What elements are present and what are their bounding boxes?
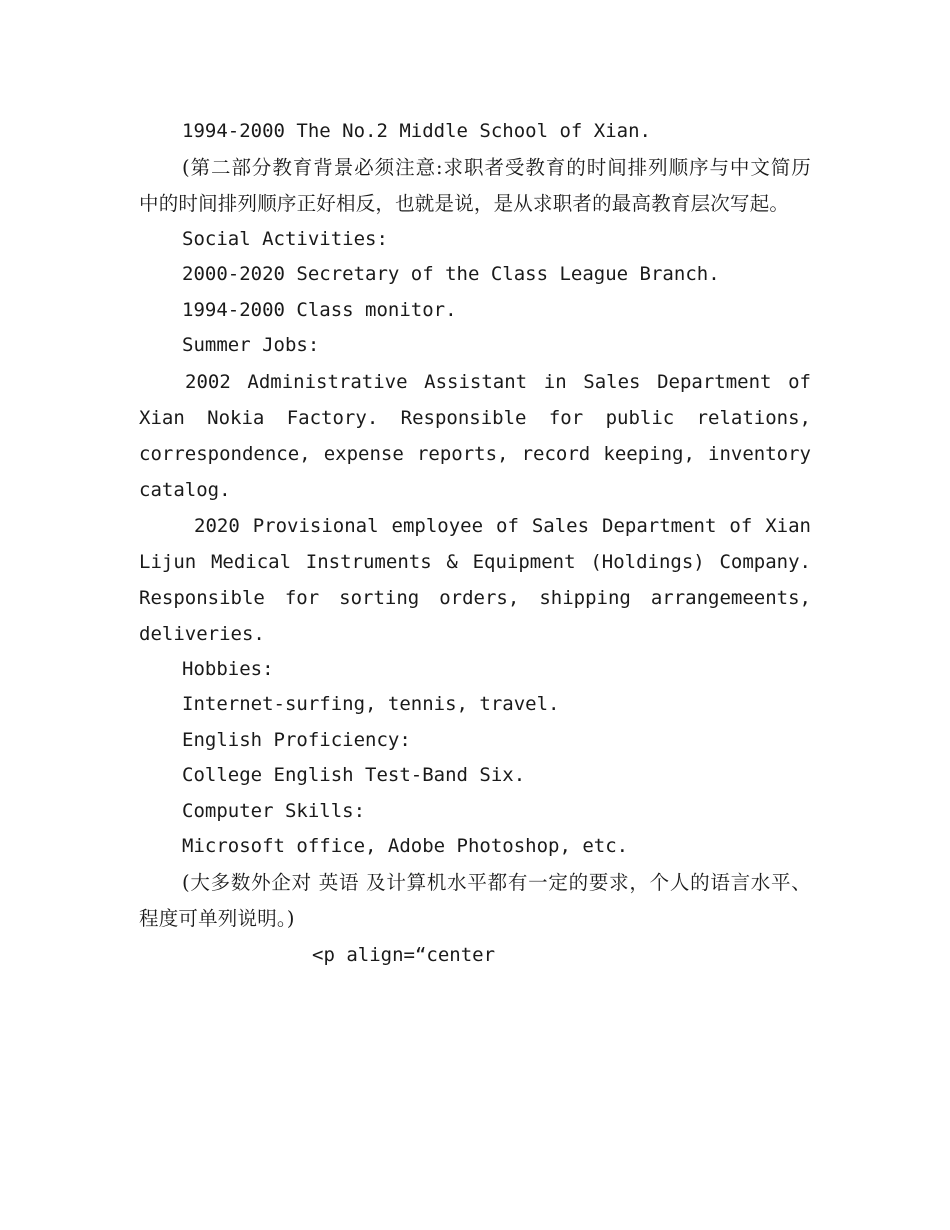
english-proficiency-line: College English Test-Band Six.: [182, 764, 526, 786]
document-body: [139, 114, 811, 973]
education-note-paragraph: (第二部分教育背景必须注意:求职者受教育的时间排列顺序与中文简历 中的时间排列顺序正好相反，也就是说，是从求职者的最高教育层次写起。: [139, 155, 811, 215]
html-fragment-line: <p align=“center: [312, 943, 496, 966]
section-heading-computer-skills: Computer Skills:: [182, 799, 366, 822]
section-heading-hobbies: Hobbies:: [182, 657, 274, 680]
computer-skills-line: Microsoft office, Adobe Photoshop, etc.: [182, 835, 629, 857]
section-heading-summer-jobs: Summer Jobs:: [182, 334, 320, 356]
hobbies-line: Internet-surfing, tennis, travel.: [182, 693, 560, 715]
activity-line-secretary: 2000-2020 Secretary of the Class League Branch.: [182, 263, 720, 285]
section-heading-social-activities: Social Activities:: [182, 227, 388, 250]
job-paragraph-lijun: 2020 Provisional employee of Sales Department of Xian Lijun Medical Instruments & Equipment (Holdings) Company. Responsible for sorting orders, shipping arrangemeents, deliveries.: [139, 514, 811, 645]
job-paragraph-nokia: 2002 Administrative Assistant in Sales Department of Xian Nokia Factory. Responsible for public relations, correspondence, expense reports, record keeping, inventory catalog.: [139, 370, 811, 501]
education-line-middle-school: 1994-2000 The No.2 Middle School of Xian.: [182, 120, 651, 142]
language-note-paragraph: (大多数外企对 英语 及计算机水平都有一定的要求，个人的语言水平、程度可单列说明。): [139, 870, 811, 930]
activity-line-monitor: 1994-2000 Class monitor.: [182, 298, 457, 321]
section-heading-english-proficiency: English Proficiency:: [182, 728, 411, 751]
